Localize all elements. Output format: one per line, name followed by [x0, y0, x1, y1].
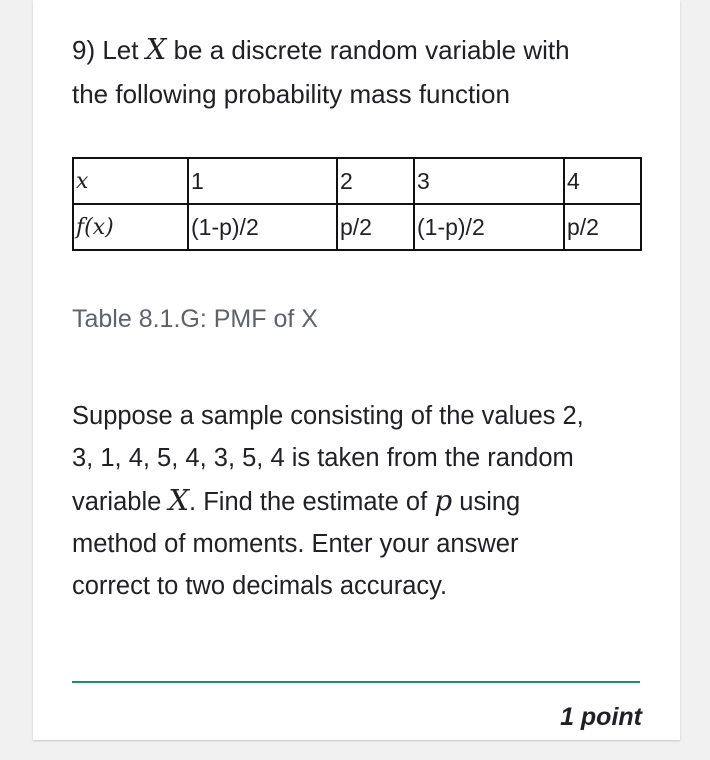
table-cell: p/2 [337, 204, 414, 250]
pmf-table [72, 157, 642, 251]
table-row-label: f(x) [73, 204, 188, 250]
math-variable-p: p [434, 484, 453, 517]
table-caption: Table 8.1.G: PMF of X [72, 305, 318, 333]
points-label: 1 point [560, 703, 642, 731]
math-variable-x: X [145, 32, 167, 66]
question-line1-suffix: be a discrete random variable with [166, 35, 570, 65]
table-cell: 3 [414, 158, 564, 204]
question2-line3-mid: . Find the estimate of [189, 488, 435, 516]
question2-line3-post: using [452, 488, 521, 516]
question-body [72, 395, 652, 607]
question2-line4: method of moments. Enter your answer [72, 530, 519, 558]
table-cell: (1-p)/2 [188, 204, 337, 250]
table-row [73, 158, 641, 204]
question-text [72, 27, 652, 116]
table-cell: 4 [564, 158, 641, 204]
table-cell: 2 [337, 158, 414, 204]
question-card [33, 0, 680, 740]
table-header-label: x [73, 158, 188, 204]
answer-input-underline[interactable] [72, 681, 640, 683]
table-cell: p/2 [564, 204, 641, 250]
question2-line5: correct to two decimals accuracy. [72, 572, 448, 600]
question2-line1: Suppose a sample consisting of the values 2, [72, 402, 584, 430]
table-cell: 1 [188, 158, 337, 204]
question-prefix: 9) Let [72, 35, 146, 65]
table-cell: (1-p)/2 [414, 204, 564, 250]
table-row [73, 204, 641, 250]
question2-line2: 3, 1, 4, 5, 4, 3, 5, 4 is taken from the random [72, 444, 574, 472]
question-line2: the following probability mass function [72, 79, 510, 109]
question2-line3-pre: variable [72, 488, 169, 516]
math-variable-x: X [168, 483, 190, 517]
